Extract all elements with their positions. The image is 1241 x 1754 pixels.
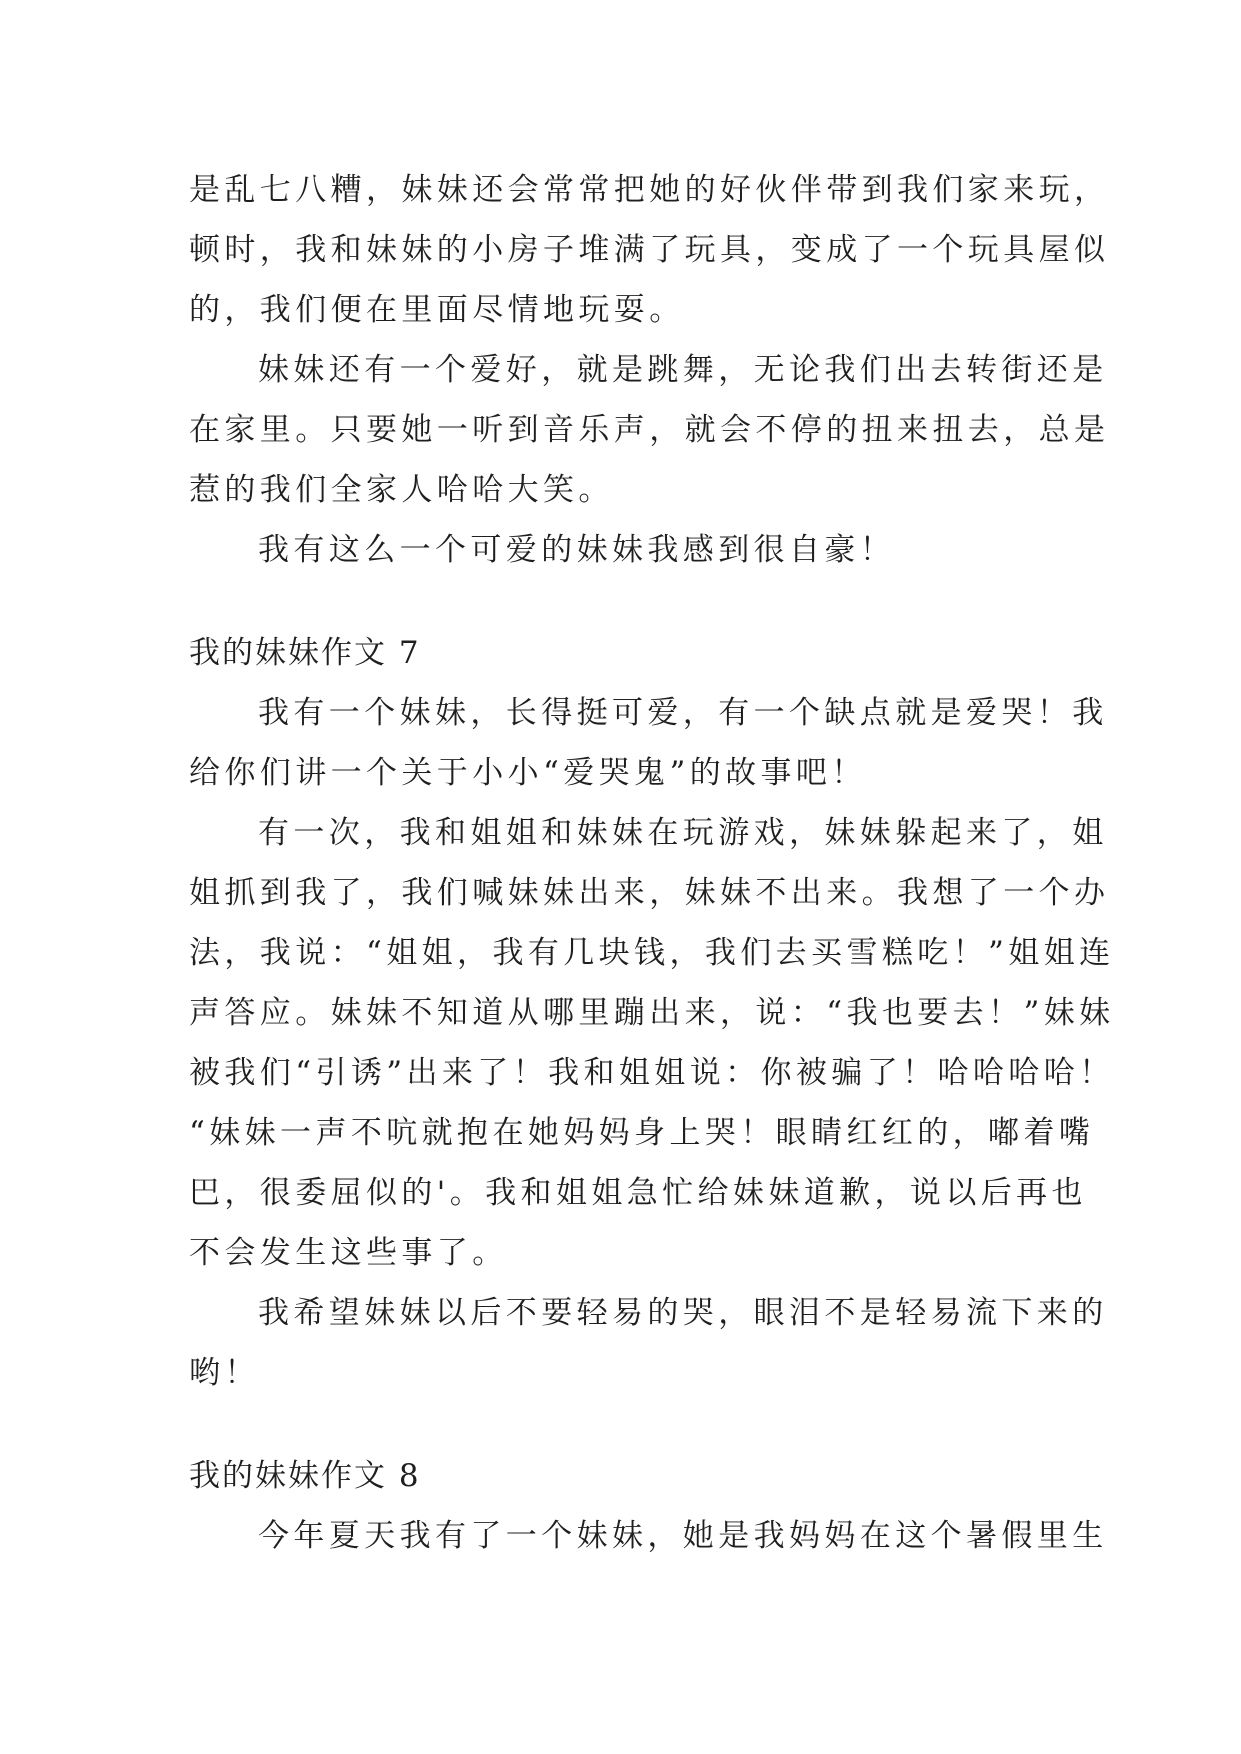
- section-heading: 我的妹妹作文 8: [189, 1458, 421, 1494]
- paragraph-line: 不会发生这些事了。: [189, 1235, 508, 1271]
- paragraph-first-line: 我希望妹妹以后不要轻易的哭，眼泪不是轻易流下来的: [258, 1295, 1108, 1331]
- paragraph-line: 巴，很委屈似的'。我和姐姐急忙给妹妹道歉，说以后再也: [189, 1175, 1087, 1211]
- paragraph-line: 给你们讲一个关于小小“爱哭鬼”的故事吧！: [189, 755, 867, 791]
- paragraph-line: 顿时，我和妹妹的小房子堆满了玩具，变成了一个玩具屋似: [189, 232, 1110, 268]
- paragraph-line: “妹妹一声不吭就抱在她妈妈身上哭！眼睛红红的，嘟着嘴: [189, 1115, 1095, 1151]
- paragraph-first-line: 我有一个妹妹，长得挺可爱，有一个缺点就是爱哭！我: [258, 695, 1108, 731]
- paragraph-line: 被我们“引诱”出来了！我和姐姐说：你被骗了！哈哈哈哈！: [189, 1055, 1115, 1091]
- paragraph-line: 在家里。只要她一听到音乐声，就会不停的扭来扭去，总是: [189, 412, 1110, 448]
- paragraph-line: 的，我们便在里面尽情地玩耍。: [189, 292, 685, 328]
- paragraph-line: 是乱七八糟，妹妹还会常常把她的好伙伴带到我们家来玩，: [189, 172, 1110, 208]
- paragraph-line: 姐抓到我了，我们喊妹妹出来，妹妹不出来。我想了一个办: [189, 875, 1110, 911]
- paragraph-line: 哟！: [189, 1355, 260, 1391]
- paragraph-line: 惹的我们全家人哈哈大笑。: [189, 472, 614, 508]
- paragraph-first-line: 妹妹还有一个爱好，就是跳舞，无论我们出去转街还是: [258, 352, 1108, 388]
- paragraph-first-line: 有一次，我和姐姐和妹妹在玩游戏，妹妹躲起来了，姐: [258, 815, 1108, 851]
- section-heading: 我的妹妹作文 7: [189, 635, 421, 671]
- paragraph-first-line: 今年夏天我有了一个妹妹，她是我妈妈在这个暑假里生: [258, 1518, 1108, 1554]
- paragraph-first-line: 我有这么一个可爱的妹妹我感到很自豪！: [258, 532, 896, 568]
- paragraph-line: 法，我说：“姐姐，我有几块钱，我们去买雪糕吃！”姐姐连: [189, 935, 1115, 971]
- paragraph-line: 声答应。妹妹不知道从哪里蹦出来，说：“我也要去！”妹妹: [189, 995, 1115, 1031]
